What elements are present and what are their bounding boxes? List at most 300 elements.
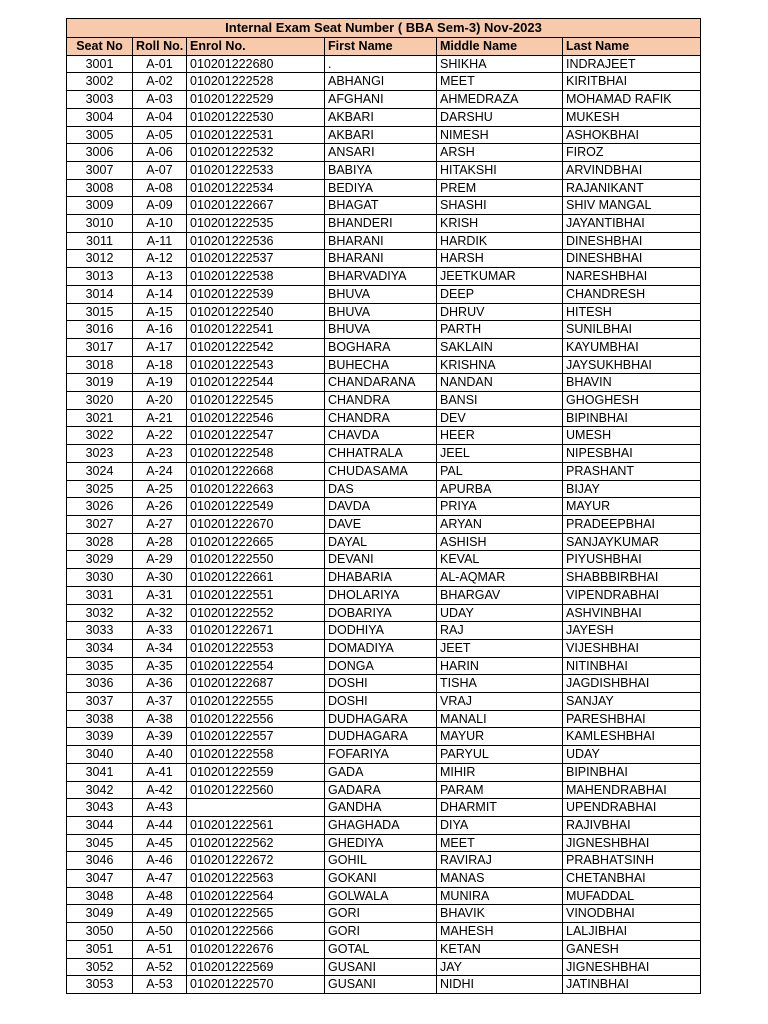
cell-enrol-no: 010201222564 [187, 887, 325, 905]
cell-roll-no: A-12 [133, 250, 187, 268]
cell-enrol-no: 010201222547 [187, 427, 325, 445]
cell-seat-no: 3035 [67, 657, 133, 675]
cell-middle-name: SAKLAIN [437, 338, 563, 356]
cell-roll-no: A-37 [133, 693, 187, 711]
table-row [67, 852, 701, 870]
table-row [67, 498, 701, 516]
cell-enrol-no: 010201222560 [187, 781, 325, 799]
cell-roll-no: A-40 [133, 746, 187, 764]
cell-last-name: JAYANTIBHAI [563, 215, 701, 233]
cell-seat-no: 3008 [67, 179, 133, 197]
header-roll-no: Roll No. [133, 38, 187, 56]
cell-first-name: BHARANI [325, 232, 437, 250]
table-row [67, 250, 701, 268]
cell-middle-name: JAY [437, 958, 563, 976]
cell-last-name: LALJIBHAI [563, 923, 701, 941]
cell-enrol-no: 010201222569 [187, 958, 325, 976]
cell-middle-name: DHARMIT [437, 799, 563, 817]
cell-middle-name: MANALI [437, 710, 563, 728]
cell-roll-no: A-10 [133, 215, 187, 233]
cell-middle-name: DEEP [437, 285, 563, 303]
cell-roll-no: A-25 [133, 480, 187, 498]
cell-first-name: BHUVA [325, 321, 437, 339]
cell-enrol-no: 010201222530 [187, 108, 325, 126]
cell-enrol-no: 010201222557 [187, 728, 325, 746]
cell-seat-no: 3012 [67, 250, 133, 268]
cell-middle-name: NANDAN [437, 374, 563, 392]
cell-last-name: RAJIVBHAI [563, 816, 701, 834]
cell-roll-no: A-32 [133, 604, 187, 622]
cell-first-name: DODHIYA [325, 622, 437, 640]
cell-first-name: BEDIYA [325, 179, 437, 197]
cell-first-name: DHOLARIYA [325, 586, 437, 604]
cell-enrol-no: 010201222543 [187, 356, 325, 374]
table-row [67, 232, 701, 250]
cell-first-name: AFGHANI [325, 91, 437, 109]
cell-last-name: UMESH [563, 427, 701, 445]
cell-middle-name: KEVAL [437, 551, 563, 569]
cell-seat-no: 3052 [67, 958, 133, 976]
cell-last-name: HITESH [563, 303, 701, 321]
cell-seat-no: 3034 [67, 639, 133, 657]
cell-middle-name: DIYA [437, 816, 563, 834]
cell-first-name: GORI [325, 923, 437, 941]
cell-middle-name: ARYAN [437, 515, 563, 533]
header-first-name: First Name [325, 38, 437, 56]
table-row [67, 356, 701, 374]
cell-roll-no: A-19 [133, 374, 187, 392]
cell-first-name: DOSHI [325, 675, 437, 693]
cell-middle-name: RAJ [437, 622, 563, 640]
cell-seat-no: 3006 [67, 144, 133, 162]
table-row [67, 445, 701, 463]
cell-middle-name: BHAVIK [437, 905, 563, 923]
cell-last-name: CHETANBHAI [563, 870, 701, 888]
cell-last-name: PRASHANT [563, 462, 701, 480]
cell-middle-name: SHIKHA [437, 55, 563, 73]
cell-seat-no: 3044 [67, 816, 133, 834]
table-row [67, 657, 701, 675]
cell-seat-no: 3032 [67, 604, 133, 622]
cell-seat-no: 3053 [67, 976, 133, 994]
cell-seat-no: 3033 [67, 622, 133, 640]
cell-enrol-no: 010201222540 [187, 303, 325, 321]
cell-roll-no: A-43 [133, 799, 187, 817]
cell-roll-no: A-47 [133, 870, 187, 888]
cell-last-name: FIROZ [563, 144, 701, 162]
cell-first-name: BUHECHA [325, 356, 437, 374]
cell-seat-no: 3013 [67, 268, 133, 286]
cell-roll-no: A-34 [133, 639, 187, 657]
cell-enrol-no: 010201222661 [187, 569, 325, 587]
cell-last-name: NIPESBHAI [563, 445, 701, 463]
cell-seat-no: 3041 [67, 763, 133, 781]
cell-roll-no: A-38 [133, 710, 187, 728]
cell-first-name: DOMADIYA [325, 639, 437, 657]
cell-enrol-no: 010201222663 [187, 480, 325, 498]
cell-first-name: DAVE [325, 515, 437, 533]
cell-first-name: CHANDARANA [325, 374, 437, 392]
table-row [67, 161, 701, 179]
table-row [67, 905, 701, 923]
cell-enrol-no: 010201222551 [187, 586, 325, 604]
cell-last-name: SANJAY [563, 693, 701, 711]
cell-first-name: DAS [325, 480, 437, 498]
cell-seat-no: 3003 [67, 91, 133, 109]
cell-middle-name: KRISH [437, 215, 563, 233]
cell-roll-no: A-03 [133, 91, 187, 109]
cell-seat-no: 3027 [67, 515, 133, 533]
cell-first-name: CHANDRA [325, 392, 437, 410]
cell-middle-name: AHMEDRAZA [437, 91, 563, 109]
cell-roll-no: A-53 [133, 976, 187, 994]
cell-roll-no: A-02 [133, 73, 187, 91]
cell-roll-no: A-51 [133, 940, 187, 958]
cell-first-name: DUDHAGARA [325, 728, 437, 746]
cell-enrol-no: 010201222531 [187, 126, 325, 144]
cell-middle-name: MAHESH [437, 923, 563, 941]
cell-enrol-no: 010201222539 [187, 285, 325, 303]
cell-roll-no: A-28 [133, 533, 187, 551]
table-row [67, 480, 701, 498]
cell-seat-no: 3011 [67, 232, 133, 250]
cell-middle-name: MAYUR [437, 728, 563, 746]
cell-first-name: ANSARI [325, 144, 437, 162]
cell-first-name: GANDHA [325, 799, 437, 817]
cell-enrol-no: 010201222555 [187, 693, 325, 711]
cell-last-name: BIPINBHAI [563, 409, 701, 427]
cell-roll-no: A-36 [133, 675, 187, 693]
cell-roll-no: A-31 [133, 586, 187, 604]
cell-roll-no: A-35 [133, 657, 187, 675]
cell-first-name: GUSANI [325, 958, 437, 976]
cell-middle-name: BANSI [437, 392, 563, 410]
cell-roll-no: A-17 [133, 338, 187, 356]
cell-first-name: DOSHI [325, 693, 437, 711]
cell-seat-no: 3019 [67, 374, 133, 392]
cell-first-name: CHAVDA [325, 427, 437, 445]
cell-enrol-no: 010201222528 [187, 73, 325, 91]
cell-roll-no: A-49 [133, 905, 187, 923]
cell-middle-name: SHASHI [437, 197, 563, 215]
table-row [67, 834, 701, 852]
cell-middle-name: TISHA [437, 675, 563, 693]
cell-last-name: INDRAJEET [563, 55, 701, 73]
cell-middle-name: HEER [437, 427, 563, 445]
cell-last-name: DINESHBHAI [563, 232, 701, 250]
table-row [67, 551, 701, 569]
cell-last-name: DINESHBHAI [563, 250, 701, 268]
cell-last-name: SANJAYKUMAR [563, 533, 701, 551]
cell-first-name: BHAGAT [325, 197, 437, 215]
header-last-name: Last Name [563, 38, 701, 56]
table-row [67, 693, 701, 711]
cell-seat-no: 3015 [67, 303, 133, 321]
cell-last-name: CHANDRESH [563, 285, 701, 303]
cell-middle-name: MIHIR [437, 763, 563, 781]
cell-roll-no: A-33 [133, 622, 187, 640]
cell-seat-no: 3048 [67, 887, 133, 905]
cell-roll-no: A-06 [133, 144, 187, 162]
cell-first-name: BHARANI [325, 250, 437, 268]
cell-middle-name: NIMESH [437, 126, 563, 144]
cell-roll-no: A-07 [133, 161, 187, 179]
seat-number-table [66, 18, 701, 994]
cell-enrol-no: 010201222538 [187, 268, 325, 286]
table-row [67, 976, 701, 994]
cell-middle-name: JEEL [437, 445, 563, 463]
table-row [67, 462, 701, 480]
cell-first-name: BHUVA [325, 303, 437, 321]
cell-last-name: VIJESHBHAI [563, 639, 701, 657]
cell-enrol-no: 010201222553 [187, 639, 325, 657]
table-row [67, 958, 701, 976]
cell-first-name: GOHIL [325, 852, 437, 870]
cell-roll-no: A-21 [133, 409, 187, 427]
cell-first-name: GOLWALA [325, 887, 437, 905]
cell-last-name: JIGNESHBHAI [563, 834, 701, 852]
table-row [67, 639, 701, 657]
cell-seat-no: 3026 [67, 498, 133, 516]
cell-last-name: MUFADDAL [563, 887, 701, 905]
cell-last-name: PRABHATSINH [563, 852, 701, 870]
cell-seat-no: 3038 [67, 710, 133, 728]
table-row [67, 126, 701, 144]
cell-enrol-no: 010201222554 [187, 657, 325, 675]
cell-enrol-no: 010201222565 [187, 905, 325, 923]
cell-middle-name: AL-AQMAR [437, 569, 563, 587]
cell-enrol-no [187, 799, 325, 817]
cell-last-name: ARVINDBHAI [563, 161, 701, 179]
cell-enrol-no: 010201222549 [187, 498, 325, 516]
cell-first-name: AKBARI [325, 126, 437, 144]
cell-roll-no: A-30 [133, 569, 187, 587]
cell-last-name: PRADEEPBHAI [563, 515, 701, 533]
table-row [67, 940, 701, 958]
cell-middle-name: NIDHI [437, 976, 563, 994]
cell-last-name: KAMLESHBHAI [563, 728, 701, 746]
cell-last-name: NITINBHAI [563, 657, 701, 675]
cell-last-name: BIPINBHAI [563, 763, 701, 781]
cell-seat-no: 3042 [67, 781, 133, 799]
cell-middle-name: JEET [437, 639, 563, 657]
cell-last-name: MUKESH [563, 108, 701, 126]
cell-enrol-no: 010201222562 [187, 834, 325, 852]
cell-middle-name: HARIN [437, 657, 563, 675]
cell-last-name: BHAVIN [563, 374, 701, 392]
cell-seat-no: 3001 [67, 55, 133, 73]
cell-seat-no: 3043 [67, 799, 133, 817]
table-row [67, 321, 701, 339]
cell-enrol-no: 010201222687 [187, 675, 325, 693]
cell-enrol-no: 010201222559 [187, 763, 325, 781]
cell-enrol-no: 010201222667 [187, 197, 325, 215]
table-row [67, 746, 701, 764]
cell-first-name: GORI [325, 905, 437, 923]
cell-seat-no: 3047 [67, 870, 133, 888]
cell-enrol-no: 010201222672 [187, 852, 325, 870]
cell-seat-no: 3031 [67, 586, 133, 604]
cell-seat-no: 3016 [67, 321, 133, 339]
cell-last-name: RAJANIKANT [563, 179, 701, 197]
cell-last-name: SHIV MANGAL [563, 197, 701, 215]
cell-enrol-no: 010201222552 [187, 604, 325, 622]
cell-last-name: JIGNESHBHAI [563, 958, 701, 976]
cell-enrol-no: 010201222676 [187, 940, 325, 958]
cell-enrol-no: 010201222548 [187, 445, 325, 463]
cell-enrol-no: 010201222546 [187, 409, 325, 427]
cell-seat-no: 3025 [67, 480, 133, 498]
cell-enrol-no: 010201222671 [187, 622, 325, 640]
cell-first-name: DOBARIYA [325, 604, 437, 622]
cell-seat-no: 3046 [67, 852, 133, 870]
cell-middle-name: MANAS [437, 870, 563, 888]
cell-first-name: DONGA [325, 657, 437, 675]
table-row [67, 427, 701, 445]
cell-first-name: BHARVADIYA [325, 268, 437, 286]
cell-last-name: MAYUR [563, 498, 701, 516]
cell-first-name: GHAGHADA [325, 816, 437, 834]
cell-last-name: SHABBBIRBHAI [563, 569, 701, 587]
cell-enrol-no: 010201222542 [187, 338, 325, 356]
cell-middle-name: UDAY [437, 604, 563, 622]
table-row [67, 586, 701, 604]
cell-enrol-no: 010201222566 [187, 923, 325, 941]
table-row [67, 763, 701, 781]
cell-middle-name: KETAN [437, 940, 563, 958]
cell-last-name: UPENDRABHAI [563, 799, 701, 817]
table-row [67, 91, 701, 109]
cell-roll-no: A-20 [133, 392, 187, 410]
cell-first-name: DUDHAGARA [325, 710, 437, 728]
cell-middle-name: APURBA [437, 480, 563, 498]
cell-first-name: FOFARIYA [325, 746, 437, 764]
cell-seat-no: 3045 [67, 834, 133, 852]
cell-seat-no: 3028 [67, 533, 133, 551]
header-seat-no: Seat No [67, 38, 133, 56]
cell-last-name: NARESHBHAI [563, 268, 701, 286]
cell-last-name: JAYESH [563, 622, 701, 640]
cell-roll-no: A-14 [133, 285, 187, 303]
cell-first-name: DEVANI [325, 551, 437, 569]
cell-seat-no: 3002 [67, 73, 133, 91]
cell-first-name: GUSANI [325, 976, 437, 994]
cell-last-name: KAYUMBHAI [563, 338, 701, 356]
cell-roll-no: A-16 [133, 321, 187, 339]
cell-seat-no: 3021 [67, 409, 133, 427]
cell-enrol-no: 010201222532 [187, 144, 325, 162]
cell-enrol-no: 010201222563 [187, 870, 325, 888]
cell-first-name: AKBARI [325, 108, 437, 126]
cell-roll-no: A-09 [133, 197, 187, 215]
cell-middle-name: ARSH [437, 144, 563, 162]
table-row [67, 604, 701, 622]
cell-enrol-no: 010201222670 [187, 515, 325, 533]
table-body [67, 55, 701, 993]
table-row [67, 409, 701, 427]
cell-last-name: VINODBHAI [563, 905, 701, 923]
cell-first-name: GOTAL [325, 940, 437, 958]
cell-seat-no: 3009 [67, 197, 133, 215]
cell-seat-no: 3007 [67, 161, 133, 179]
cell-last-name: GHOGHESH [563, 392, 701, 410]
cell-seat-no: 3024 [67, 462, 133, 480]
cell-middle-name: HARSH [437, 250, 563, 268]
cell-enrol-no: 010201222680 [187, 55, 325, 73]
cell-first-name: DHABARIA [325, 569, 437, 587]
cell-enrol-no: 010201222544 [187, 374, 325, 392]
table-row [67, 887, 701, 905]
cell-first-name: BHANDERI [325, 215, 437, 233]
cell-roll-no: A-18 [133, 356, 187, 374]
cell-roll-no: A-50 [133, 923, 187, 941]
cell-roll-no: A-05 [133, 126, 187, 144]
cell-roll-no: A-01 [133, 55, 187, 73]
cell-middle-name: BHARGAV [437, 586, 563, 604]
table-row [67, 392, 701, 410]
cell-first-name: CHANDRA [325, 409, 437, 427]
table-row [67, 285, 701, 303]
table-row [67, 268, 701, 286]
cell-roll-no: A-39 [133, 728, 187, 746]
table-row [67, 303, 701, 321]
table-row [67, 338, 701, 356]
cell-roll-no: A-24 [133, 462, 187, 480]
cell-middle-name: PREM [437, 179, 563, 197]
cell-middle-name: HITAKSHI [437, 161, 563, 179]
cell-roll-no: A-08 [133, 179, 187, 197]
table-row [67, 870, 701, 888]
cell-enrol-no: 010201222534 [187, 179, 325, 197]
cell-enrol-no: 010201222529 [187, 91, 325, 109]
cell-last-name: BIJAY [563, 480, 701, 498]
cell-last-name: VIPENDRABHAI [563, 586, 701, 604]
cell-last-name: JATINBHAI [563, 976, 701, 994]
table-row [67, 179, 701, 197]
cell-last-name: PIYUSHBHAI [563, 551, 701, 569]
cell-enrol-no: 010201222541 [187, 321, 325, 339]
cell-seat-no: 3036 [67, 675, 133, 693]
cell-middle-name: MEET [437, 73, 563, 91]
cell-roll-no: A-04 [133, 108, 187, 126]
cell-enrol-no: 010201222561 [187, 816, 325, 834]
cell-last-name: PARESHBHAI [563, 710, 701, 728]
cell-seat-no: 3010 [67, 215, 133, 233]
cell-first-name: GOKANI [325, 870, 437, 888]
cell-middle-name: PRIYA [437, 498, 563, 516]
cell-middle-name: MUNIRA [437, 887, 563, 905]
cell-first-name: GHEDIYA [325, 834, 437, 852]
table-row [67, 781, 701, 799]
cell-first-name: CHUDASAMA [325, 462, 437, 480]
cell-seat-no: 3004 [67, 108, 133, 126]
table-row [67, 728, 701, 746]
cell-middle-name: DARSHU [437, 108, 563, 126]
cell-roll-no: A-48 [133, 887, 187, 905]
cell-middle-name: ASHISH [437, 533, 563, 551]
cell-seat-no: 3040 [67, 746, 133, 764]
cell-first-name: DAVDA [325, 498, 437, 516]
cell-middle-name: VRAJ [437, 693, 563, 711]
table-row [67, 515, 701, 533]
table-row [67, 108, 701, 126]
cell-roll-no: A-52 [133, 958, 187, 976]
table-row [67, 533, 701, 551]
cell-last-name: ASHOKBHAI [563, 126, 701, 144]
cell-enrol-no: 010201222545 [187, 392, 325, 410]
cell-roll-no: A-11 [133, 232, 187, 250]
header-enrol-no: Enrol No. [187, 38, 325, 56]
